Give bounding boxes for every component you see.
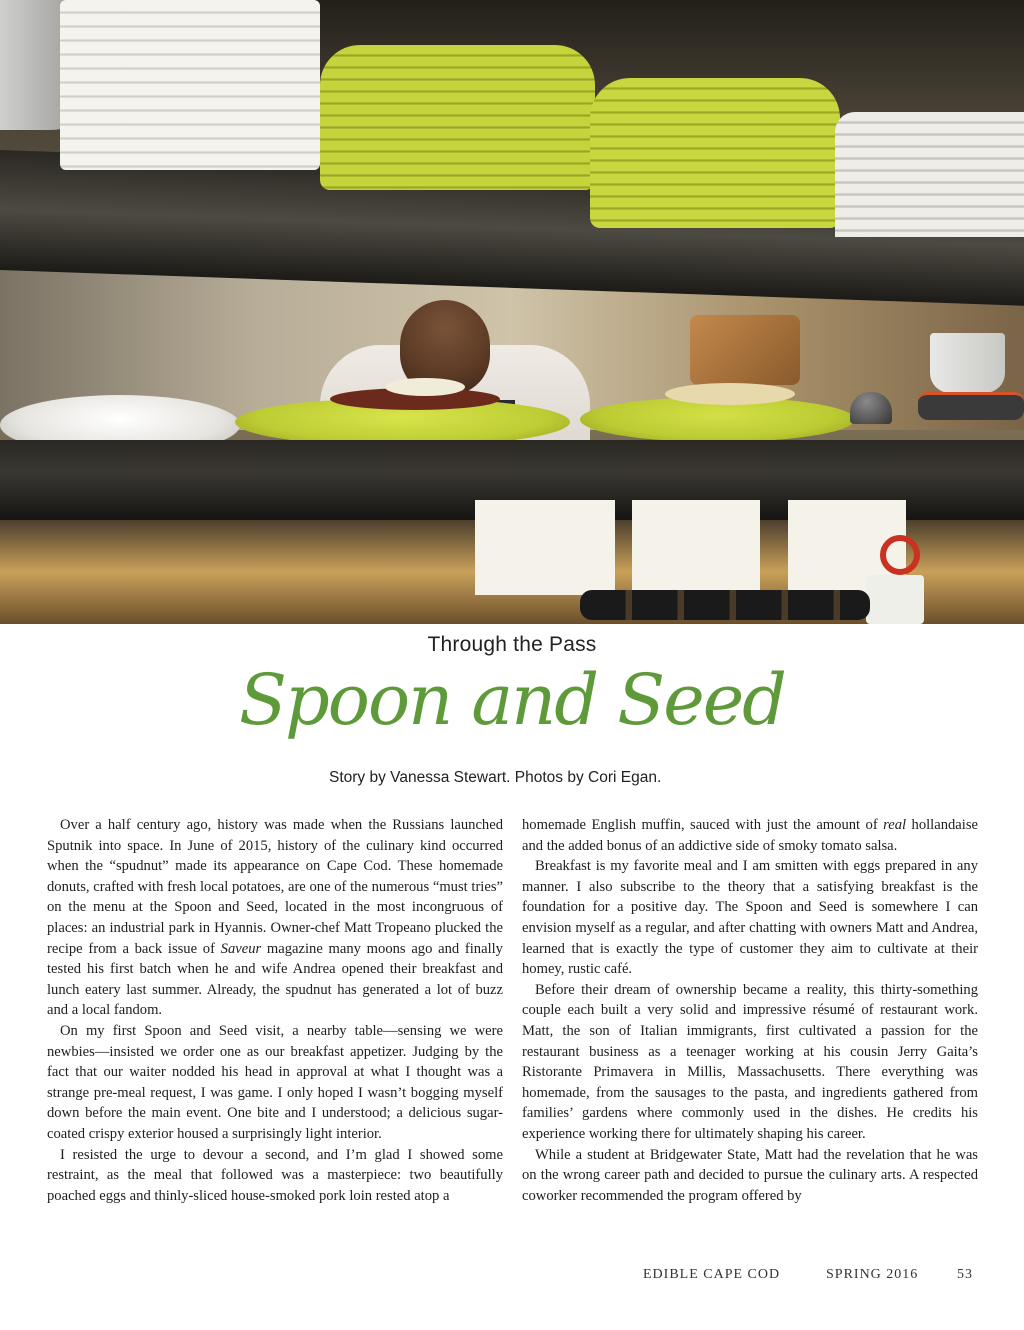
body-column-right xyxy=(522,815,978,1206)
green-plate-stack-1 xyxy=(320,45,595,190)
paragraph: Over a half century ago, history was made when the Russians launched Sputnik into space. In June of 2015, history of the culinary kind occurred when the “spudnut” made its appearance on Cape Cod. These homemade donuts, crafted with fresh local potatoes, are one of the numerous “must tries” on the menu at the Spoon and Seed, located in the most incongruous of places: an industrial park in Hyannis. Owner-chef Matt Tropeano plucked the recipe from a back issue of Saveur magazine many moons ago and finally tested his first batch when he and wife Andrea opened their breakfast and lunch eatery last summer. Already, the spudnut has generated a lot of buzz and a local fandom. xyxy=(47,817,503,1019)
footer-issue: SPRING 2016 xyxy=(826,1267,919,1282)
hanging-pans xyxy=(690,315,800,385)
cutting-board xyxy=(918,392,1024,420)
paragraph: I resisted the urge to devour a second, and I’m glad I showed some restraint, as the meal that followed was a masterpiece: two beautifully poached eggs and thinly-sliced house-smoked pork loin rested atop a xyxy=(47,1146,503,1204)
paragraph: homemade English muffin, sauced with just the amount of real hollandaise and the added bonus of an addictive side of smoky tomato salsa. xyxy=(522,817,978,854)
order-ticket xyxy=(632,500,760,595)
section-kicker: Through the Pass xyxy=(427,633,597,656)
order-ticket xyxy=(475,500,615,595)
article-title: Spoon and Seed xyxy=(239,659,785,741)
body-column-left xyxy=(47,815,503,1206)
footer-publication: EDIBLE CAPE COD xyxy=(643,1267,781,1282)
scissors-icon xyxy=(880,535,920,575)
byline: Story by Vanessa Stewart. Photos by Cori Egan. xyxy=(329,769,662,786)
paragraph: Before their dream of ownership became a reality, this thirty-something couple each built a very solid and impressive résumé of restaurant work. Matt, the son of Italian immigrants, first cultivated a passion for the restaurant business as a teenager working at his cousin Jerry Gaita’s Ristorante Primavera in Millis, Massachusetts. There everything was homemade, from the sausages to the pasta, and ingredients gathered from families’ gardens where commonly used in the dishes. He credits his experience working there for ultimately shaping his career. xyxy=(522,981,978,1142)
page-number: 53 xyxy=(957,1267,973,1282)
hero-photo xyxy=(0,0,1024,624)
white-plate-stack-left xyxy=(60,0,320,170)
white-plate-stack-right xyxy=(835,112,1024,237)
utensil-cup xyxy=(866,575,924,624)
green-plate-stack-2 xyxy=(590,78,840,228)
coffee-cup xyxy=(930,333,1005,393)
food-dish-2 xyxy=(665,383,795,405)
paragraph: Breakfast is my favorite meal and I am smitten with eggs prepared in any manner. I also subscribe to the theory that a satisfying breakfast is the foundation for a positive day. The Spoon and Seed is somewhere I can envision myself as a regular, and after chatting with owners Matt and Andrea, learned that is exactly the type of customer they aim to cultivate at their homey, rustic café. xyxy=(522,858,978,978)
paragraph: While a student at Bridgewater State, Matt had the revelation that he was on the wrong career path and decided to pursue the culinary arts. A respected coworker recommended the program offered by xyxy=(522,1146,978,1204)
service-bell xyxy=(850,392,892,424)
paragraph: On my first Spoon and Seed visit, a nearby table—sensing we were newbies—insisted we order one as our breakfast appetizer. Judging by the fact that our waiter nodded his head in approval at what I thought was a strange pre-meal request, I was game. I only hoped I wasn’t bogging myself down before the main event. One bite and I understood; a delicious sugar-coated crispy exterior housed a surprisingly light interior. xyxy=(47,1022,503,1142)
muffin xyxy=(385,378,465,396)
knife-rack xyxy=(580,590,870,620)
